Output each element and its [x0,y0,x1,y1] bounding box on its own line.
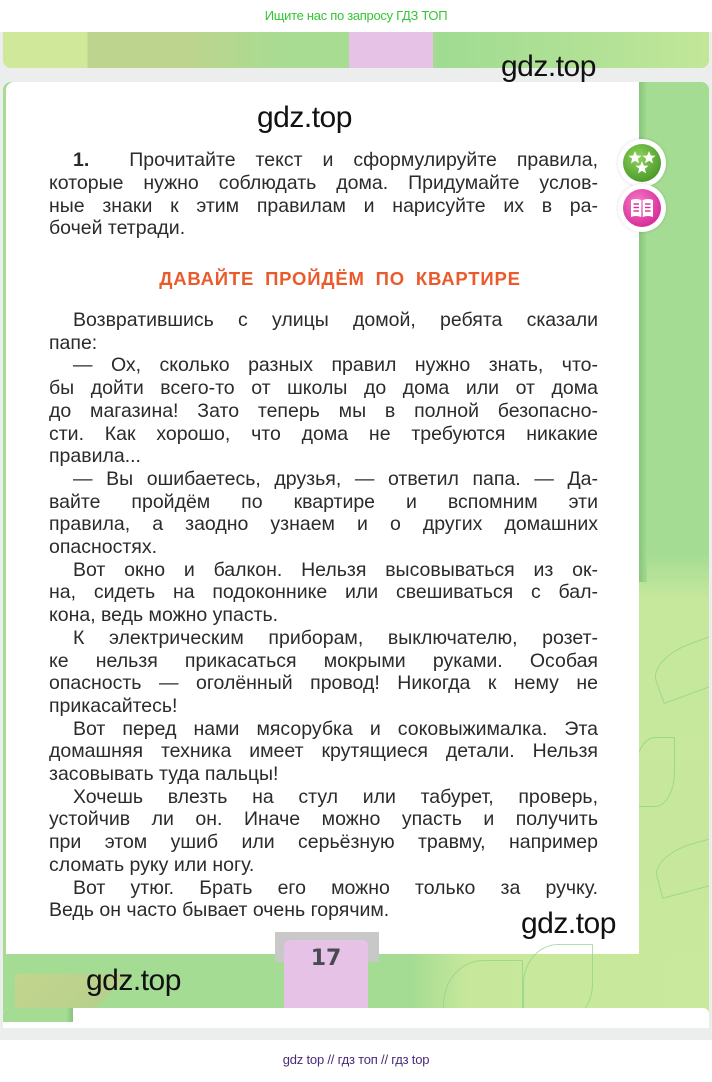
book-icon [623,189,661,227]
text-line: — Ох, сколько разных правил нужно знать, что- [73,354,598,377]
text-line: Вот перед нами мясорубка и соковыжималка. Эта [73,717,598,740]
search-hint-banner: Ищите нас по запросу ГДЗ ТОП [0,0,712,32]
text-line: домашняя техника имеет крутящиеся детали. Нельзя [49,740,598,763]
task-instruction [73,149,598,172]
task-text: Прочитайте текст и сформулируйте правила, [129,149,598,171]
workbook-badge[interactable] [618,184,666,232]
task-number: 1. [73,149,90,171]
text-line: Вот окно и балкон. Нельзя высовываться из ок- [73,558,598,581]
watermark: gdz.top [501,50,596,83]
stars-icon [623,144,661,182]
reading-text [49,309,598,922]
text-line: устойчив ли он. Иначе можно упасть и получить [49,808,598,831]
text-line: папе: [49,331,98,354]
text-line: Вот утюг. Брать его можно только за ручку. [73,876,598,899]
leaf-decoration [635,737,675,807]
section-heading: ДАВАЙТЕ ПРОЙДЁМ ПО КВАРТИРЕ [159,268,521,289]
leaf-decoration [651,831,709,899]
task-instruction-cont [49,172,598,240]
text-line: вайте пройдём по квартире и вспомним эти [49,490,598,513]
text-line: опасностях. [49,536,158,559]
text-line: Хочешь влезть на стул или табурет, проверь, [73,785,598,808]
text-line: ке нельзя прикасаться мокрыми руками. Особая [49,649,598,672]
text-line: правила, а заодно узнаем и о других домашних [49,513,598,536]
text-line: Ведь он часто бывает очень горячим. [49,899,390,922]
page-number: 17 [310,946,342,971]
text-line: до магазина! Зато теперь мы в полной безопасно- [49,399,598,422]
next-page-strip [3,1008,73,1022]
watermark: gdz.top [257,101,352,134]
previous-page-tab [349,32,433,68]
footer-links: gdz top // гдз топ // гдз top [282,1052,430,1067]
next-page-top [3,1008,709,1028]
task-line: которые нужно соблюдать дома. Придумайте услов- [49,172,598,194]
text-line: при этом ушиб или серьёзную травму, например [49,831,598,854]
task-line: ные знаки к этим правилам и нарисуйте их в ра- [49,194,598,217]
text-line: сломать руку или ногу. [49,853,255,876]
text-line: опасность — оголённый провод! Никогда к нему не [49,672,598,695]
text-line: прикасайтесь! [49,694,178,717]
text-line: бы дойти всего-то от школы до дома или от дома [49,377,598,400]
text-line: К электрическим приборам, выключателю, розет- [73,626,598,649]
text-line: Возвратившись с улицы домой, ребята сказали [73,309,598,331]
text-line: на, сидеть на подоконнике или свешиваться с бал- [49,581,598,604]
text-line: правила... [49,445,141,468]
difficulty-badge[interactable] [618,139,666,187]
watermark: gdz.top [521,907,616,940]
text-line: — Вы ошибаетесь, друзья, — ответил папа. — Да- [73,467,598,490]
previous-page-bottom [3,32,709,68]
watermark: gdz.top [86,964,181,997]
task-line: бочей тетради. [49,217,186,240]
text-line: сти. Как хорошо, что дома не требуются никакие [49,422,598,445]
leaf-decoration [648,628,709,704]
text-line: засовывать туда пальцы! [49,763,279,786]
text-line: кона, ведь можно упасть. [49,604,279,627]
task-line [73,149,598,172]
